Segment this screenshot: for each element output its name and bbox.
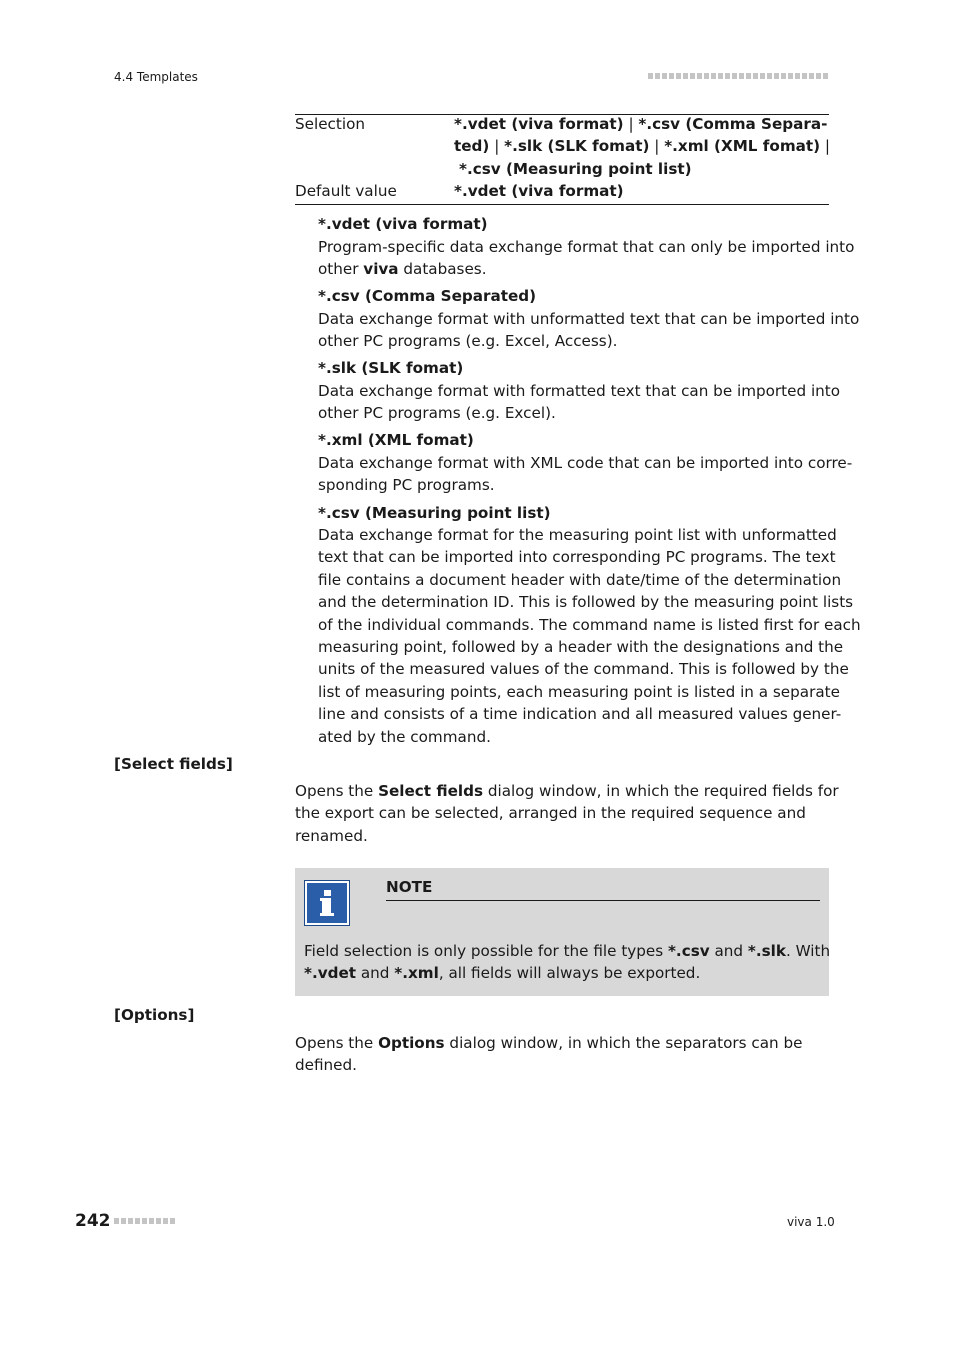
desc-line: list of measuring points, each measuring point is listed in a separate (318, 682, 840, 701)
decor-square (718, 73, 723, 79)
option-desc-xml-line1: Data exchange format with XML code that can be imported into corre- (318, 454, 853, 472)
selection-values-line1 (454, 113, 827, 135)
value-csv: *.csv (Comma Separa- (638, 115, 828, 133)
decor-square (725, 73, 730, 79)
decor-square (711, 73, 716, 79)
footer-decor-squares (114, 1218, 175, 1224)
decor-square (170, 1218, 175, 1224)
section-header: 4.4 Templates (114, 70, 198, 84)
desc-line: Data exchange format for the measuring point list with unformatted (318, 526, 837, 544)
decor-square (648, 73, 653, 79)
option-desc-slk-line2: other PC programs (e.g. Excel). (318, 404, 556, 422)
option-desc-vdet-line1: Program-specific data exchange format that can only be imported into (318, 238, 855, 256)
desc-line: the export can be selected, arranged in the required sequence and (295, 804, 806, 823)
option-desc-slk-line1: Data exchange format with formatted text that can be imported into (318, 382, 841, 400)
desc-line: text that can be imported into corresponding PC programs. The text (318, 548, 836, 567)
decor-square (774, 73, 779, 79)
option-desc-measuring-point-list (318, 524, 861, 748)
separator: | (649, 137, 665, 155)
dialog-name: Options (378, 1034, 445, 1052)
select-fields-heading: [Select fields] (114, 755, 233, 773)
value-csv-cont: ted) (454, 137, 490, 155)
decor-square (676, 73, 681, 79)
decor-square (128, 1218, 133, 1224)
decor-square (823, 73, 828, 79)
product-name: viva (363, 260, 399, 278)
decor-square (816, 73, 821, 79)
desc-line: ated by the command. (318, 727, 491, 746)
decor-square (732, 73, 737, 79)
decor-square (156, 1218, 161, 1224)
decor-square (781, 73, 786, 79)
default-value: *.vdet (viva format) (454, 182, 624, 200)
decor-square (697, 73, 702, 79)
note-title: NOTE (386, 878, 433, 896)
option-desc-csv-line2: other PC programs (e.g. Excel, Access). (318, 332, 618, 350)
desc-line: and the determination ID. This is followed by the measuring point lists (318, 593, 854, 612)
desc-line: defined. (295, 1056, 357, 1075)
decor-square (683, 73, 688, 79)
decor-square (788, 73, 793, 79)
decor-square (704, 73, 709, 79)
decor-square (655, 73, 660, 79)
value-slk: *.slk (SLK fomat) (504, 137, 650, 155)
note-line: *.vdet and *.xml, all fields will always be exported. (304, 964, 701, 983)
decor-square (739, 73, 744, 79)
decor-square (121, 1218, 126, 1224)
decor-square (142, 1218, 147, 1224)
option-desc-vdet-line2: other viva databases. (318, 260, 487, 278)
option-title-xml: *.xml (XML fomat) (318, 431, 474, 449)
separator: | (489, 137, 505, 155)
decor-square (809, 73, 814, 79)
decor-square (767, 73, 772, 79)
note-title-rule (386, 900, 820, 901)
decor-square (802, 73, 807, 79)
separator: | (820, 137, 831, 155)
header-decor-squares (648, 73, 828, 79)
option-title-csv: *.csv (Comma Separated) (318, 287, 537, 305)
selection-label: Selection (295, 115, 365, 133)
decor-square (135, 1218, 140, 1224)
option-title-measuring-point-list: *.csv (Measuring point list) (318, 504, 551, 522)
option-title-vdet: *.vdet (viva format) (318, 215, 488, 233)
desc-line: renamed. (295, 826, 368, 845)
selection-values-line2 (454, 135, 830, 157)
decor-square (760, 73, 765, 79)
desc-line: file contains a document header with date/time of the determination (318, 570, 842, 589)
desc-line: measuring point, followed by a header with the designations and the (318, 638, 844, 657)
value-xml: *.xml (XML fomat) (664, 137, 821, 155)
selection-values-line3: *.csv (Measuring point list) (459, 160, 692, 178)
note-text (304, 940, 830, 985)
note-box (295, 868, 829, 996)
decor-square (753, 73, 758, 79)
separator: | (623, 115, 639, 133)
page-number: 242 (75, 1211, 111, 1231)
decor-square (149, 1218, 154, 1224)
default-value-label: Default value (295, 182, 397, 200)
desc-line: line and consists of a time indication and all measured values gener- (318, 705, 842, 724)
option-title-slk: *.slk (SLK fomat) (318, 359, 464, 377)
decor-square (795, 73, 800, 79)
desc-line: of the individual commands. The command name is listed first for each (318, 615, 861, 634)
option-desc-xml-line2: sponding PC programs. (318, 476, 495, 494)
decor-square (669, 73, 674, 79)
desc-line: Opens the Select fields dialog window, in which the required fields for (295, 782, 839, 800)
options-heading: [Options] (114, 1006, 195, 1024)
table-bottom-rule (295, 204, 829, 205)
decor-square (114, 1218, 119, 1224)
decor-square (163, 1218, 168, 1224)
decor-square (746, 73, 751, 79)
product-version: viva 1.0 (787, 1215, 835, 1229)
desc-line: Opens the Options dialog window, in which the separators can be (295, 1034, 803, 1052)
select-fields-description (295, 780, 839, 847)
info-icon (304, 880, 350, 926)
option-desc-csv-line1: Data exchange format with unformatted text that can be imported into (318, 310, 860, 328)
dialog-name: Select fields (378, 782, 484, 800)
value-vdet: *.vdet (viva format) (454, 115, 624, 133)
note-line: Field selection is only possible for the file types *.csv and *.slk. With (304, 942, 831, 960)
desc-line: units of the measured values of the command. This is followed by the (318, 660, 849, 679)
decor-square (662, 73, 667, 79)
options-description (295, 1032, 802, 1077)
decor-square (690, 73, 695, 79)
